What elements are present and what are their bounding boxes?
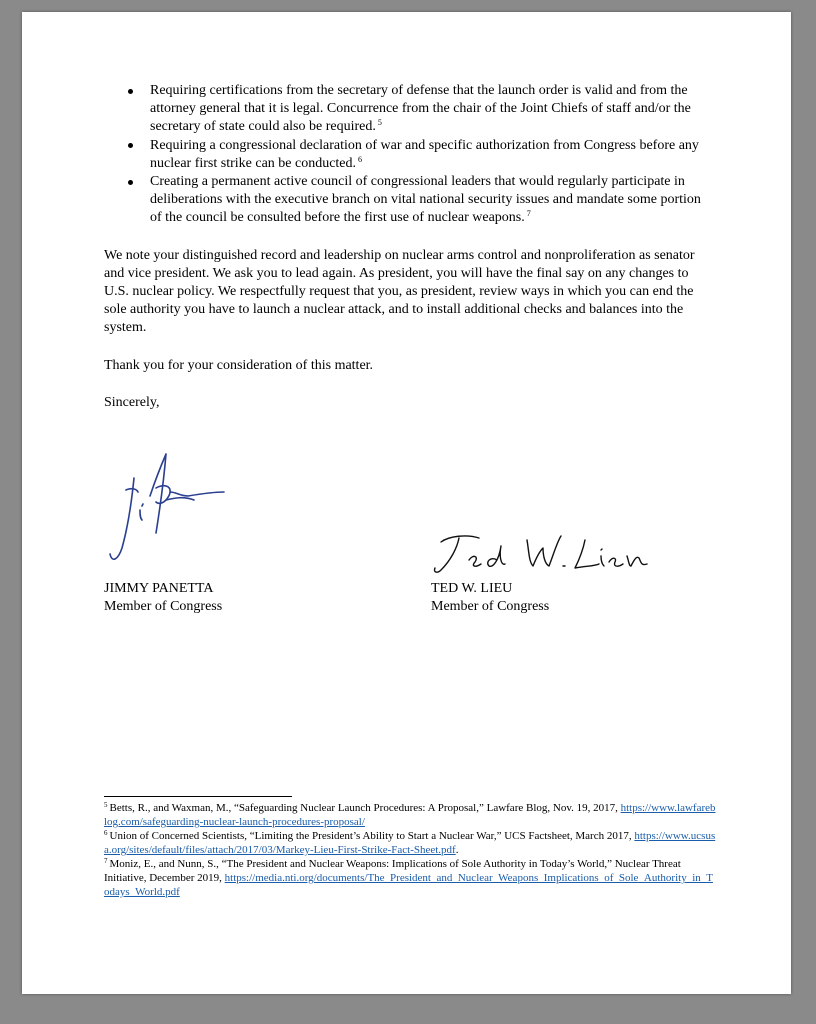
footnote-ref: 6 — [358, 154, 363, 164]
signatory-title: Member of Congress — [431, 599, 550, 614]
footnote-text: Union of Concerned Scientists, “Limiting the President’s Ability to Start a Nuclear War,” UCS Factsheet, March 2017, — [109, 830, 635, 842]
bullet-text: Creating a permanent active council of congressional leaders that would regularly participate in deliberations with the executive branch on vital national security issues and mandate some portion of the council be consulted before the first use of nuclear weapons. — [150, 174, 701, 226]
lieu-signature — [429, 526, 659, 586]
footnote-text: Moniz, E., and Nunn, S., “The President and Nuclear Weapons: Implications of Sole Authority in Today’s World,” Nuclear Threat Initiative, December 2019, — [104, 858, 681, 884]
signatory-name: JIMMY PANETTA — [104, 581, 214, 596]
list-item — [104, 173, 716, 228]
footnote-number: 7 — [104, 857, 108, 865]
footnote-text: Betts, R., and Waxman, M., “Safeguarding Nuclear Launch Procedures: A Proposal,” Lawfare Blog, Nov. 19, 2017, — [109, 802, 621, 814]
document-page — [22, 12, 791, 994]
panetta-signature — [104, 448, 234, 578]
footnote-link[interactable]: https://media.nti.org/documents/The_President_and_Nuclear_Weapons_Implications_of_Sole_Authority_in_Todays_World.pdf — [104, 872, 713, 898]
footnote — [104, 857, 716, 899]
signatory-name: TED W. LIEU — [431, 581, 513, 596]
closing-salutation: Sincerely, — [104, 394, 160, 410]
footnote — [104, 829, 716, 857]
bullet-icon — [128, 89, 133, 94]
signatory-title: Member of Congress — [104, 599, 223, 614]
footnote-divider — [104, 796, 292, 797]
list-item — [104, 82, 716, 137]
bullet-icon — [128, 143, 133, 148]
letter-body — [104, 82, 716, 412]
footnote-number: 6 — [104, 829, 108, 837]
footnotes-section — [104, 796, 716, 899]
recommendation-list — [104, 82, 716, 228]
footnote-after: . — [455, 844, 459, 856]
footnote-link[interactable]: https://www.ucsusa.org/sites/default/files/attach/2017/03/Markey-Lieu-First-Strike-Fact-Sheet.pdf — [104, 830, 716, 856]
footnote-number: 5 — [104, 801, 108, 809]
thanks-paragraph: Thank you for your consideration of this matter. — [104, 357, 374, 373]
bullet-text: Requiring a congressional declaration of war and specific authorization from Congress before any nuclear first strike can be conducted. — [150, 137, 699, 171]
signatory-lieu — [431, 580, 549, 616]
footnote-ref: 5 — [377, 118, 382, 128]
footnote-link[interactable]: https://www.lawfareblog.com/safeguarding-nuclear-launch-procedures-proposal/ — [104, 802, 716, 828]
list-item — [104, 137, 716, 173]
footnote-ref: 7 — [526, 209, 531, 219]
bullet-icon — [128, 180, 133, 185]
record-paragraph: We note your distinguished record and leadership on nuclear arms control and nonproliferation as senator and vice president. We ask you to lead again. As president, you will have the final say on any changes to U.S. nuclear policy. We respectfully request that you, as president, review ways in which you can end the sole authority you have to launch a nuclear attack, and to install additional checks and balances into the system. — [104, 247, 695, 336]
signatory-panetta — [104, 580, 222, 616]
footnote — [104, 801, 716, 829]
signature-section — [104, 448, 724, 618]
bullet-text: Requiring certifications from the secretary of defense that the launch order is valid and from the attorney general that it is legal. Concurrence from the chair of the Joint Chiefs of staff and/or the secretary of state could also be required. — [150, 83, 691, 135]
